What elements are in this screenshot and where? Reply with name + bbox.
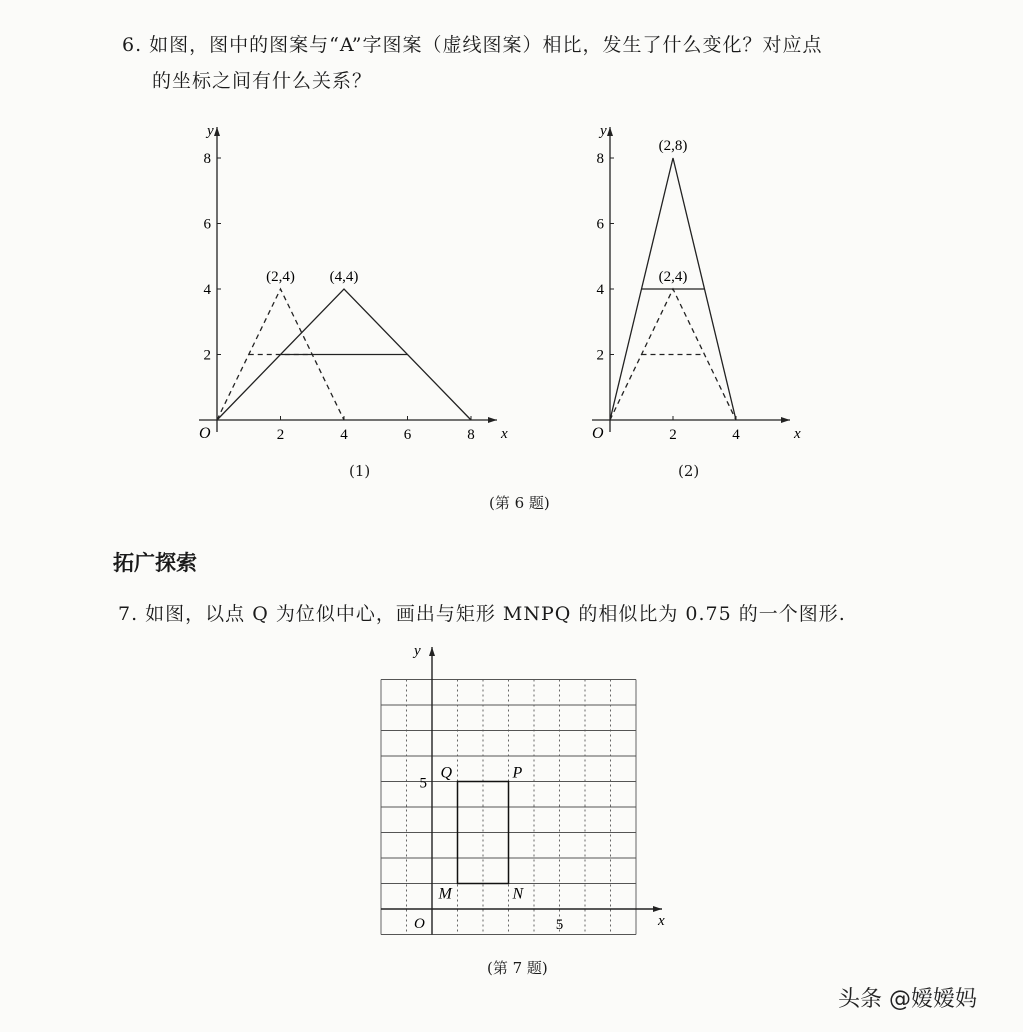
origin-label: O	[199, 425, 211, 442]
figure-6-2-caption: (2)	[678, 462, 700, 480]
point-coordinate-label: (4,4)	[329, 269, 359, 285]
y-tick-label: 2	[203, 347, 211, 364]
x-axis-label: x	[501, 426, 508, 442]
x-tick-label: 2	[276, 427, 285, 443]
x-tick-label: 2	[669, 427, 677, 443]
watermark: 头条 @嫒嫒妈	[838, 987, 977, 1012]
vertex-label-m: M	[438, 885, 452, 903]
y-tick-label: 4	[596, 282, 604, 298]
x-tick-label: 6	[403, 427, 412, 443]
y-tick-label: 6	[596, 216, 604, 233]
y-axis-arrow	[214, 127, 220, 136]
figure-6-2	[580, 115, 810, 455]
question-6-caption: (第 6 题)	[489, 494, 550, 512]
x-axis-arrow	[488, 417, 497, 423]
y-tick-label: 2	[596, 347, 604, 364]
x-axis-label: x	[658, 913, 665, 929]
x-axis-arrow	[653, 906, 662, 912]
x-tick-label: 4	[732, 427, 740, 443]
origin-label: O	[414, 916, 425, 932]
x-axis-label: x	[794, 426, 801, 442]
y-axis-arrow	[607, 127, 613, 136]
y-tick-label: 6	[203, 216, 211, 233]
y-axis-label: y	[600, 123, 607, 139]
vertex-label-n: N	[512, 885, 524, 903]
x-tick-label: 5	[555, 917, 564, 933]
vertex-label-p: P	[512, 764, 523, 782]
y-axis-label: y	[414, 643, 421, 659]
y-tick-label: 4	[203, 282, 211, 298]
y-tick-label: 8	[596, 151, 604, 167]
figure-6-1-caption: (1)	[349, 462, 371, 480]
section-title: 拓广探索	[113, 551, 197, 575]
y-tick-label: 5	[419, 775, 427, 792]
question-6-line-1: 6. 如图，图中的图案与“A”字图案（虚线图案）相比，发生了什么变化？对应点	[122, 34, 823, 56]
figure-6-1	[185, 115, 515, 455]
question-7-text: 7. 如图，以点 Q 为位似中心，画出与矩形 MNPQ 的相似比为 0.75 的一个图形.	[118, 603, 846, 625]
y-axis-label: y	[207, 123, 214, 139]
y-tick-label: 8	[203, 151, 211, 167]
point-coordinate-label: (2,4)	[266, 269, 295, 285]
figure-7-grid	[370, 635, 680, 945]
vertex-label-q: Q	[440, 764, 453, 782]
question-7-caption: (第 7 题)	[487, 959, 548, 977]
origin-label: O	[592, 425, 604, 442]
x-tick-label: 8	[467, 427, 475, 443]
point-coordinate-label: (2,4)	[658, 269, 688, 285]
x-tick-label: 4	[340, 427, 348, 443]
x-axis-arrow	[781, 417, 790, 423]
question-6-line-2: 的坐标之间有什么关系？	[152, 70, 373, 92]
point-coordinate-label: (2,8)	[658, 138, 688, 154]
y-axis-arrow	[429, 647, 435, 656]
